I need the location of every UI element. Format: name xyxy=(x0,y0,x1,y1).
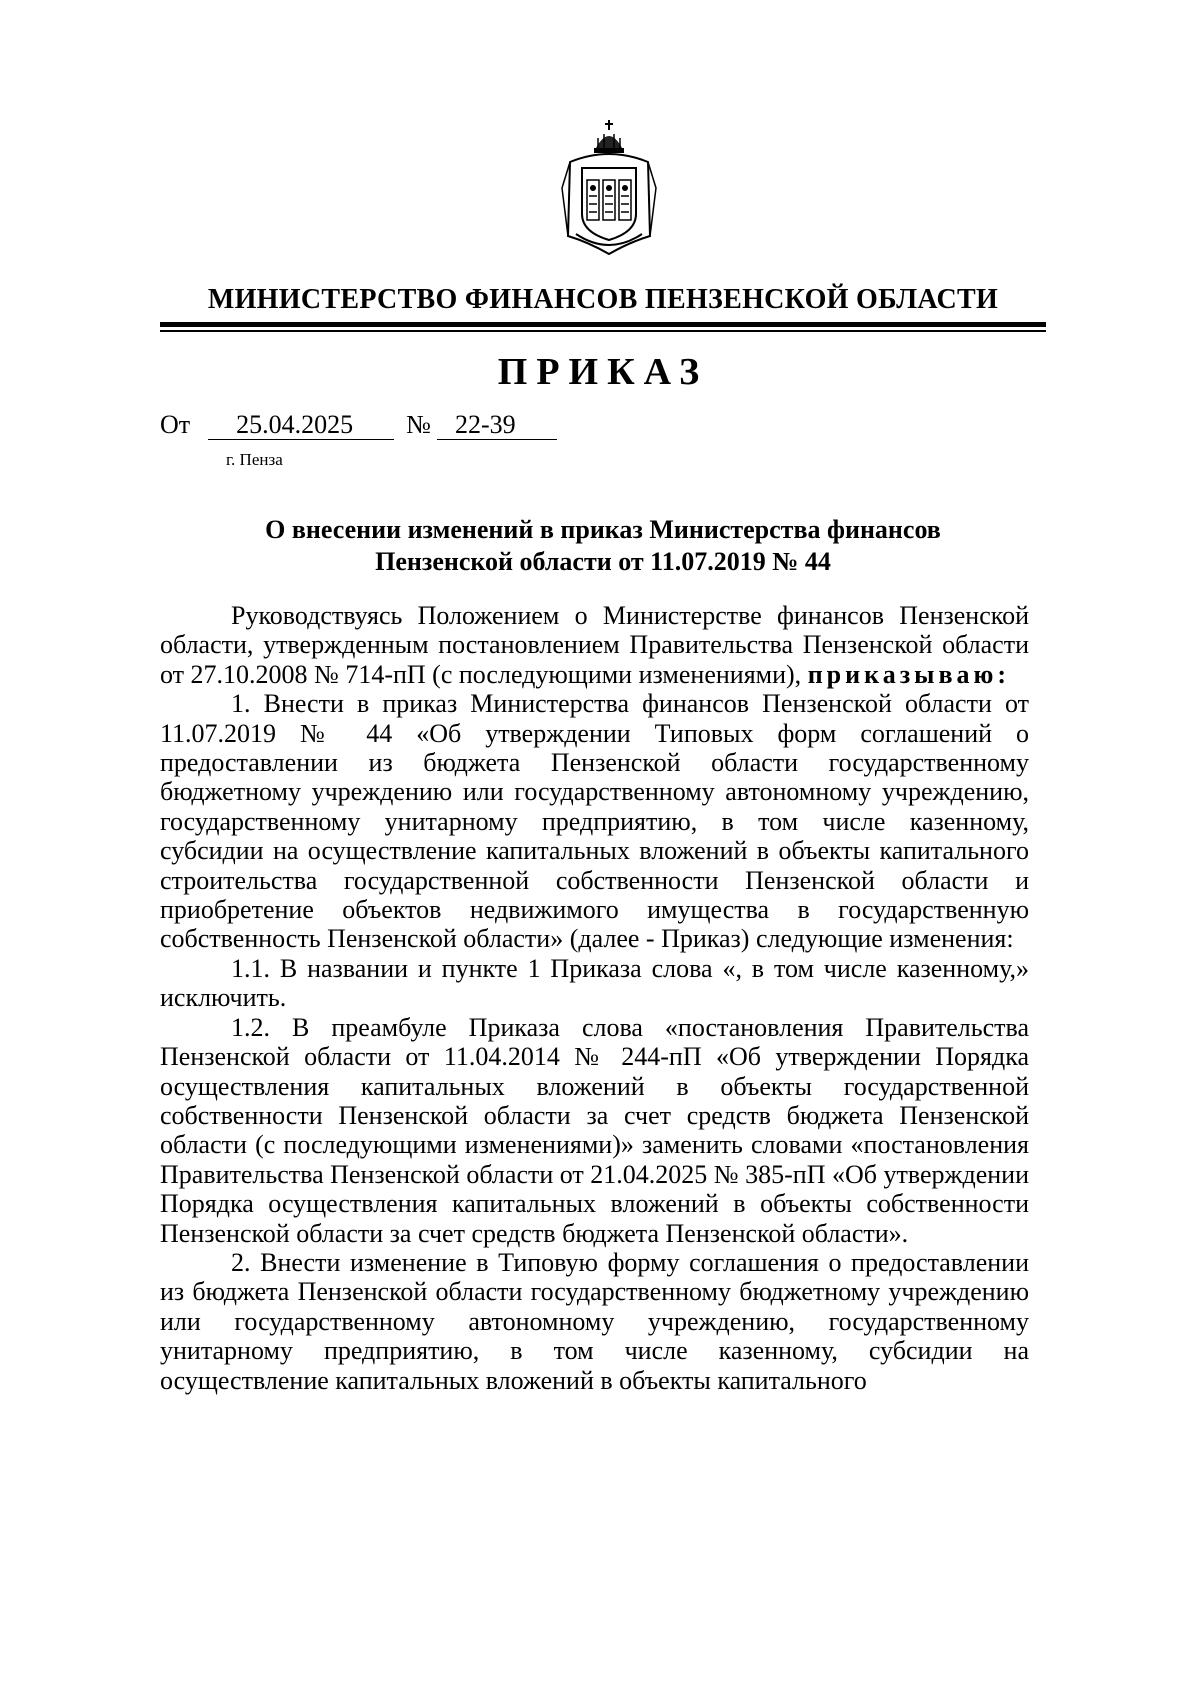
subject-line-2: Пензенской области от 11.07.2019 № 44 xyxy=(375,547,831,576)
ministry-name: МИНИСТЕРСТВО ФИНАНСОВ ПЕНЗЕНСКОЙ ОБЛАСТИ xyxy=(207,284,999,315)
from-label: От xyxy=(160,410,191,439)
order-date-number-line xyxy=(160,410,557,440)
paragraph-1-1: 1.1. В названии и пункте 1 Приказа слова «, в том числе казенному,» исключить. xyxy=(160,953,1029,1013)
city-label: г. Пенза xyxy=(226,450,283,469)
header-rule-thick xyxy=(160,322,1046,327)
order-body xyxy=(160,601,1029,1395)
header-rule-thin xyxy=(160,330,1046,332)
order-date: 25.04.2025 xyxy=(208,411,394,440)
order-number: 22-39 xyxy=(437,411,557,440)
paragraph-1-2: 1.2. В преамбуле Приказа слова «постановления Правительства Пензенской области от 11.04.2014 № 244-пП «Об утверждении Порядка осуществления капитальных вложений в объекты государственной собственности Пензенской области за счет средств бюджета Пензенской области (с последующими изменениями)» заменить словами «постановления Правительства Пензенской области от 21.04.2025 № 385-пП «Об утверждении Порядка осуществления капитальных вложений в объекты собственности Пензенской области за счет средств бюджета Пензенской области». xyxy=(160,1012,1029,1248)
subject-line-1: О внесении изменений в приказ Министерства финансов xyxy=(265,515,941,544)
order-subject xyxy=(160,514,1046,578)
paragraph-2: 2. Внести изменение в Типовую форму соглашения о предоставлении из бюджета Пензенской области государственному бюджетному учреждению или государственному автономному учреждению, государственному унитарному предприятию, в том числе казенному, субсидии на осуществление капитальных вложений в объекты капитального xyxy=(160,1247,1029,1395)
document-type-title: ПРИКАЗ xyxy=(497,351,709,393)
preamble-text: Руководствуясь Положением о Министерстве финансов Пензенской области, утвержденным постановлением Правительства Пензенской области от 27.10.2008 № 714-пП (с последующими изменениями), xyxy=(160,601,1029,689)
preamble-action: приказываю: xyxy=(807,659,1011,689)
paragraph-1: 1. Внести в приказ Министерства финансов Пензенской области от 11.07.2019 № 44 «Об утверждении Типовых форм соглашений о предоставлении из бюджета Пензенской области государственному бюджетному учреждению или государственному автономному учреждению, государственному унитарному предприятию, в том числе казенному, субсидии на осуществление капитальных вложений в объекты капитального строительства государственной собственности Пензенской области и приобретение объектов недвижимого имущества в государственную собственность Пензенской области» (далее - Приказ) следующие изменения: xyxy=(160,689,1029,954)
paragraph-preamble xyxy=(160,601,1029,689)
coat-of-arms-emblem xyxy=(560,118,658,260)
number-sign: № xyxy=(406,410,431,439)
